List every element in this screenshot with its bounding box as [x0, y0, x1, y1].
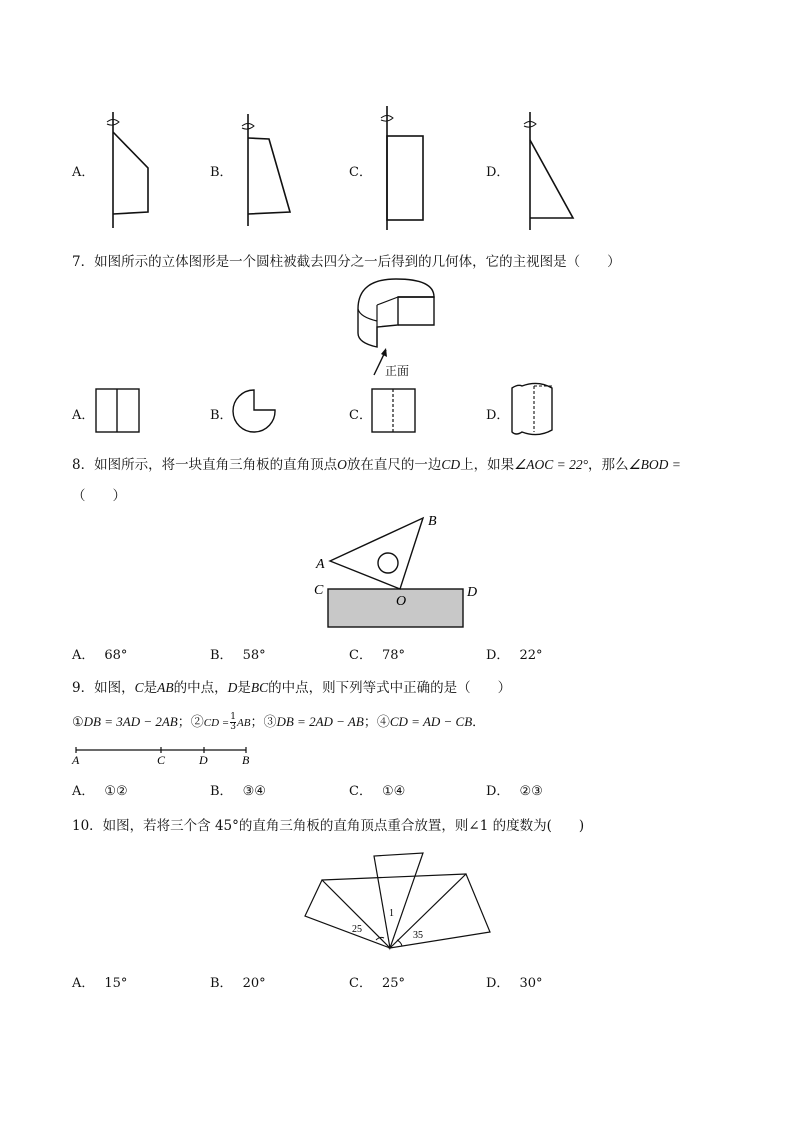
- q9-equations: [72, 711, 485, 732]
- q10-option-a[interactable]: [72, 972, 127, 991]
- q6-option-d[interactable]: [486, 161, 509, 180]
- option-value: 25°: [381, 976, 405, 991]
- q9-eq2-left: CD =: [203, 717, 230, 729]
- option-value: 30°: [519, 976, 543, 991]
- option-letter: D．: [486, 165, 510, 180]
- option-letter: B．: [210, 784, 233, 799]
- option-letter: B．: [210, 648, 233, 663]
- q8-text-part: 放在直尺的一边: [346, 457, 442, 473]
- q8-angle-bod: ∠BOD =: [628, 457, 681, 472]
- q7-option-b[interactable]: [210, 404, 233, 423]
- q8-option-a[interactable]: [72, 644, 127, 663]
- fraction-denominator: 3: [230, 722, 236, 732]
- option-value: 22°: [519, 648, 543, 663]
- q9-option-d[interactable]: [486, 780, 543, 799]
- q9-option-b[interactable]: [210, 780, 266, 799]
- q9-var-d: D: [227, 680, 238, 695]
- q9-label-c: C: [157, 753, 166, 767]
- q10-option-c[interactable]: [349, 972, 405, 991]
- q9-label-b: B: [242, 753, 250, 767]
- q9-eq1: DB = 3AD − 2AB: [83, 714, 178, 729]
- q9-text: [72, 676, 511, 696]
- q9-segment-figure: [70, 744, 260, 768]
- q9-text-part: 9．如图，: [72, 680, 135, 696]
- q10-figure: [300, 848, 500, 954]
- q10-option-d[interactable]: [486, 972, 542, 991]
- q9-var-c: C: [134, 680, 144, 695]
- q8-option-d[interactable]: [486, 644, 542, 663]
- q9-option-a[interactable]: [72, 780, 128, 799]
- q10-text: 10．如图，若将三个含 45°的直角三角板的直角顶点重合放置，则∠1 的度数为( ): [72, 818, 585, 834]
- option-letter: B．: [210, 165, 233, 180]
- fraction-numerator: 1: [230, 712, 236, 722]
- option-value: 20°: [242, 976, 266, 991]
- q9-var-bc: BC: [250, 680, 269, 695]
- q8-angle-aoc: ∠AOC = 22°: [514, 457, 588, 472]
- q9-text-part: 是: [237, 680, 251, 696]
- q8-text-part: 上，如果: [460, 457, 515, 473]
- option-value: 68°: [104, 648, 128, 663]
- q8-option-b[interactable]: [210, 644, 266, 663]
- eq-mark: ②: [190, 715, 204, 730]
- option-value: ③④: [242, 784, 266, 799]
- option-letter: C．: [349, 784, 372, 799]
- eq-separator: ；: [363, 715, 377, 730]
- q7-front-label: 正面: [385, 364, 410, 378]
- q9-eq3: DB = 2AD − AB: [276, 714, 364, 729]
- q8-option-c[interactable]: [349, 644, 405, 663]
- q8-label-c: C: [314, 583, 324, 598]
- option-letter: D．: [486, 408, 510, 423]
- option-value: ②③: [519, 784, 543, 799]
- q7-option-a[interactable]: [72, 404, 94, 423]
- eq-separator: ；: [250, 715, 264, 730]
- q7-figure-d: [508, 382, 558, 438]
- option-value: ①④: [381, 784, 406, 799]
- option-letter: C．: [349, 976, 372, 991]
- eq-mark: ④: [376, 715, 390, 730]
- option-letter: B．: [210, 976, 233, 991]
- q9-label-d: D: [199, 753, 208, 767]
- eq-end: ．: [472, 715, 486, 730]
- option-value: ①②: [104, 784, 128, 799]
- option-letter: B．: [210, 408, 233, 423]
- option-letter: C．: [349, 165, 372, 180]
- q7-figure-c: [371, 388, 417, 434]
- option-letter: C．: [349, 408, 372, 423]
- eq-mark: ①: [72, 715, 84, 730]
- option-letter: D．: [486, 976, 510, 991]
- q9-text-part: 的中点，则下列等式中正确的是（ ）: [268, 680, 512, 696]
- q8-text-part: 8．如图所示，将一块直角三角板的直角顶点: [72, 457, 338, 473]
- q7-option-c[interactable]: [349, 404, 372, 423]
- q10-label-35: 35: [413, 930, 423, 941]
- q8-label-b: B: [428, 514, 437, 529]
- q8-text: [72, 453, 681, 473]
- q9-eq4: CD = AD − CB: [389, 714, 473, 729]
- option-letter: C．: [349, 648, 372, 663]
- q8-text-part: ，那么: [587, 457, 629, 473]
- eq-mark: ③: [263, 715, 277, 730]
- q7-option-d[interactable]: [486, 404, 509, 423]
- q10-option-b[interactable]: [210, 972, 266, 991]
- q9-option-c[interactable]: [349, 780, 405, 799]
- q6-figure-a: [100, 110, 160, 230]
- option-value: 78°: [381, 648, 405, 663]
- q7-figure-b: [232, 388, 280, 434]
- q6-figure-c: [376, 104, 436, 232]
- eq-separator: ；: [177, 715, 191, 730]
- q8-figure: [305, 508, 495, 633]
- q6-figure-d: [520, 110, 580, 232]
- option-letter: D．: [486, 784, 510, 799]
- q10-label-1: 1: [389, 908, 394, 919]
- option-letter: D．: [486, 648, 510, 663]
- option-letter: A．: [72, 408, 95, 423]
- q9-text-part: 是: [143, 680, 158, 696]
- q8-label-a: A: [316, 557, 325, 572]
- q9-var-ab: AB: [157, 680, 174, 695]
- q8-label-o: O: [396, 594, 407, 609]
- option-letter: A．: [72, 784, 95, 799]
- q6-figure-b: [238, 112, 298, 228]
- q7-text: 7．如图所示的立体图形是一个圆柱被截去四分之一后得到的几何体，它的主视图是（ ）: [72, 254, 621, 270]
- q8-blank: （ ）: [72, 488, 126, 504]
- option-letter: A．: [72, 165, 95, 180]
- q8-var-o: O: [337, 457, 347, 472]
- option-value: 58°: [242, 648, 266, 663]
- q6-option-b[interactable]: [210, 161, 233, 180]
- q8-var-cd: CD: [441, 457, 461, 472]
- q10-label-25: 25: [352, 924, 362, 935]
- q9-label-a: A: [72, 753, 80, 767]
- q8-label-d: D: [467, 585, 478, 600]
- q9-text-part: 的中点，: [173, 680, 228, 696]
- q6-option-c[interactable]: [349, 161, 372, 180]
- q9-eq2-right: AB: [236, 717, 251, 729]
- option-value: 15°: [104, 976, 128, 991]
- q7-figure-a: [95, 388, 141, 434]
- q6-option-a[interactable]: [72, 161, 94, 180]
- option-letter: A．: [72, 976, 95, 991]
- option-letter: A．: [72, 648, 95, 663]
- q9-eq2-fraction: [230, 713, 236, 732]
